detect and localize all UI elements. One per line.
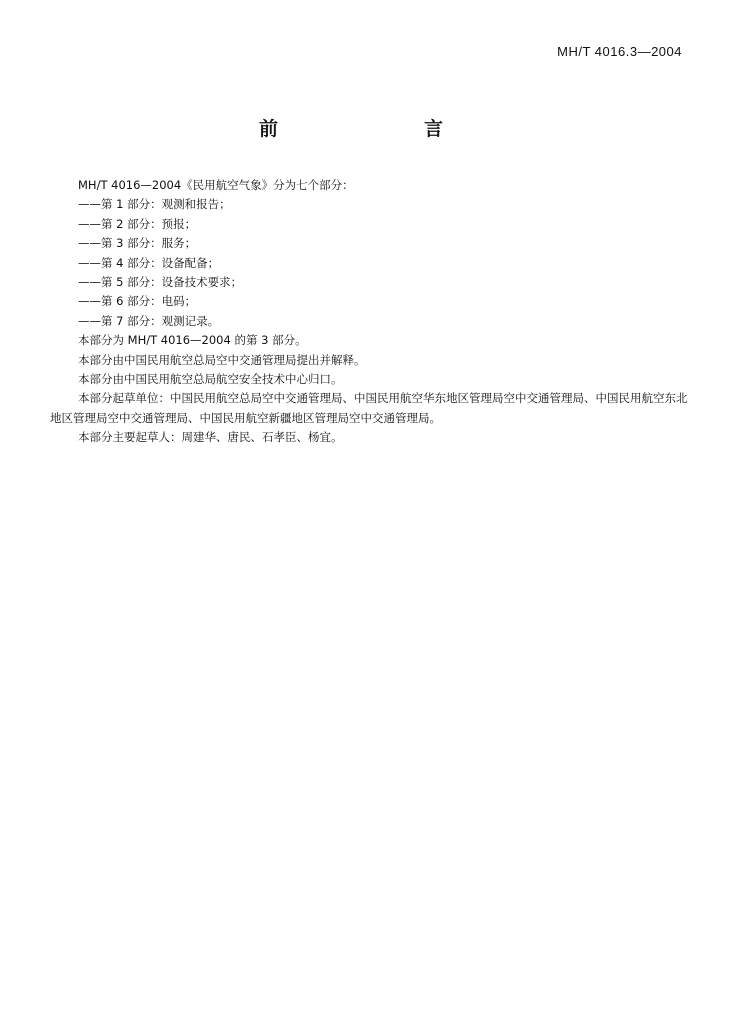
- proposer-paragraph: 本部分由中国民用航空总局空中交通管理局提出并解释。: [78, 352, 366, 367]
- standard-number: MH/T 4016.3—2004: [557, 44, 682, 59]
- part-item: ——第 7 部分：观测记录。: [78, 313, 220, 328]
- drafting-units-paragraph: 本部分起草单位：中国民用航空总局空中交通管理局、中国民用航空华东地区管理局空中交通管理局、中国民用航空东北地区管理局空中交通管理局、中国民用航空新疆地区管理局空中交通管理局。: [50, 391, 688, 425]
- part-item: ——第 3 部分：服务；: [78, 236, 197, 251]
- intro-line: MH/T 4016—2004《民用航空气象》分为七个部分：: [78, 178, 354, 192]
- part-item: ——第 1 部分：观测和报告；: [78, 197, 231, 212]
- part-item: ——第 4 部分：设备配备；: [78, 255, 220, 270]
- foreword-body: [50, 176, 690, 448]
- part-item: ——第 5 部分：设备技术要求；: [78, 274, 243, 289]
- drafters-paragraph: 本部分主要起草人：周建华、唐民、石孝臣、杨宜。: [78, 430, 343, 445]
- centralizer-paragraph: 本部分由中国民用航空总局航空安全技术中心归口。: [78, 371, 343, 386]
- part-item: ——第 6 部分：电码；: [78, 294, 197, 309]
- part-item: ——第 2 部分：预报；: [78, 216, 197, 231]
- page-title: 前 言: [258, 118, 479, 140]
- scope-paragraph: 本部分为 MH/T 4016—2004 的第 3 部分。: [78, 333, 307, 348]
